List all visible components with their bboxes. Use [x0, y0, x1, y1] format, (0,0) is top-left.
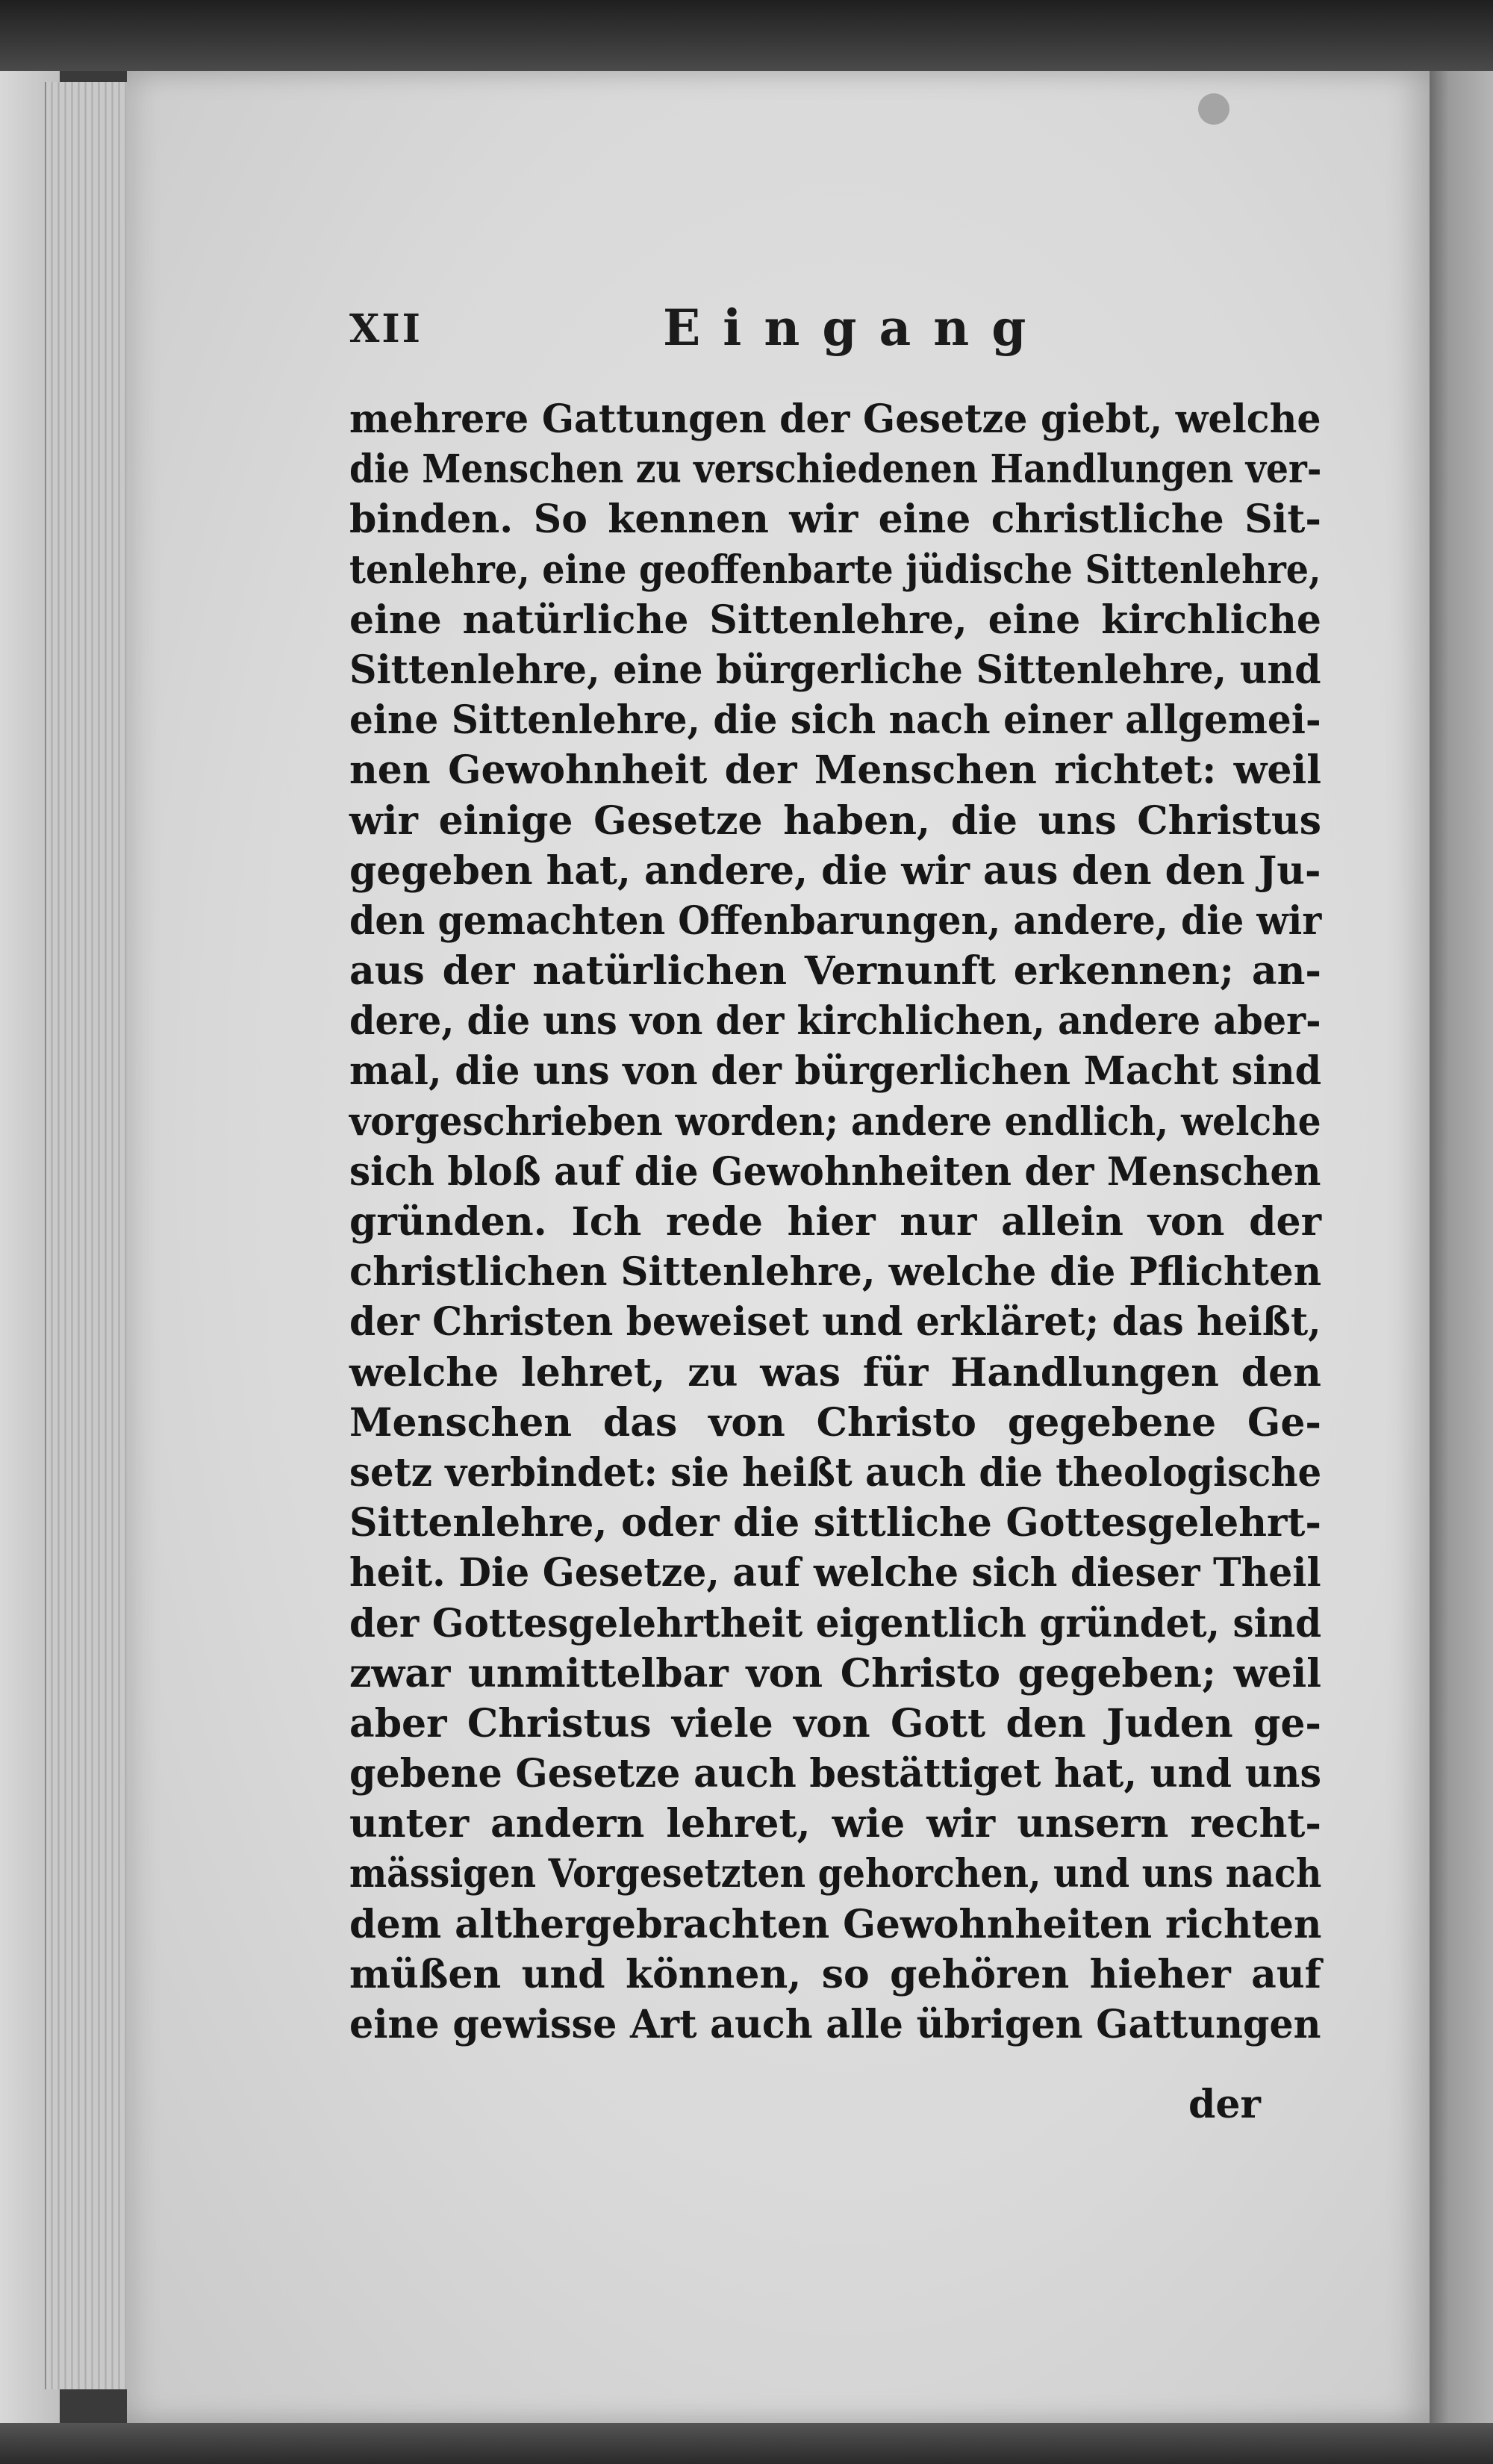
text-line: dere, die uns von der kirchlichen, andere aber-: [349, 998, 1321, 1045]
running-title: Eingang: [663, 299, 1049, 357]
text-line: den gemachten Offenbarungen, andere, die wir: [349, 897, 1322, 944]
text-line: Sittenlehre, eine bürgerliche Sittenlehre, und: [349, 647, 1321, 693]
page-header: [349, 299, 1312, 366]
text-line: der Gottesgelehrtheit eigentlich gründet, sind: [349, 1600, 1322, 1646]
text-line: zwar unmittelbar von Christo gegeben; weil: [349, 1650, 1321, 1696]
text-line: Sittenlehre, oder die sittliche Gottesgelehrt-: [349, 1500, 1321, 1546]
text-line: mehrere Gattungen der Gesetze giebt, welche: [349, 396, 1321, 442]
text-line: die Menschen zu verschiedenen Handlungen ver-: [349, 447, 1322, 493]
text-line: binden. So kennen wir eine christliche Sit-: [349, 497, 1321, 543]
text-line: christlichen Sittenlehre, welche die Pflichten: [349, 1249, 1322, 1295]
scan-background-bottom: [0, 2423, 1493, 2464]
text-line: setz verbindet: sie heißt auch die theologische: [349, 1449, 1322, 1496]
scan-background-top: [0, 0, 1493, 71]
text-line: gründen. Ich rede hier nur allein von der: [349, 1199, 1321, 1245]
book-gutter-right: [1430, 71, 1493, 2464]
text-line: heit. Die Gesetze, auf welche sich dieser Theil: [349, 1550, 1321, 1596]
text-line: gegeben hat, andere, die wir aus den den Ju-: [349, 847, 1321, 894]
text-line: Menschen das von Christo gegebene Ge-: [349, 1399, 1321, 1446]
text-line: vorgeschrieben worden; andere endlich, welche: [349, 1098, 1321, 1145]
text-line: sich bloß auf die Gewohnheiten der Menschen: [349, 1148, 1321, 1195]
body-text: [349, 394, 1321, 2050]
page-number: XII: [349, 306, 423, 352]
text-line: eine natürliche Sittenlehre, eine kirchliche: [349, 597, 1321, 643]
text-line: mässigen Vorgesetzten gehorchen, und uns nach: [349, 1851, 1322, 1897]
text-line: aber Christus viele von Gott den Juden ge-: [349, 1700, 1321, 1746]
text-line: nen Gewohnheit der Menschen richtet: weil: [349, 747, 1321, 794]
text-line: welche lehret, zu was für Handlungen den: [349, 1349, 1321, 1396]
text-line: tenlehre, eine geoffenbarte jüdische Sittenlehre,: [349, 547, 1321, 593]
text-line: gebene Gesetze auch bestättiget hat, und uns: [349, 1751, 1322, 1797]
text-line: unter andern lehret, wie wir unsern recht-: [349, 1801, 1321, 1847]
text-line: eine Sittenlehre, die sich nach einer allgemei-: [349, 697, 1321, 744]
text-line: wir einige Gesetze haben, die uns Christus: [349, 797, 1321, 844]
text-line: aus der natürlichen Vernunft erkennen; an-: [349, 948, 1321, 995]
text-line: eine gewisse Art auch alle übrigen Gattungen: [349, 2002, 1321, 2047]
ink-blot: [1198, 93, 1229, 125]
text-line: mal, die uns von der bürgerlichen Macht sind: [349, 1048, 1322, 1095]
catchword: der: [1188, 2082, 1261, 2127]
text-line: müßen und können, so gehören hieher auf: [349, 1951, 1321, 1997]
text-line: der Christen beweiset und erkläret; das heißt,: [349, 1299, 1321, 1345]
text-line: dem althergebrachten Gewohnheiten richten: [349, 1901, 1322, 1947]
